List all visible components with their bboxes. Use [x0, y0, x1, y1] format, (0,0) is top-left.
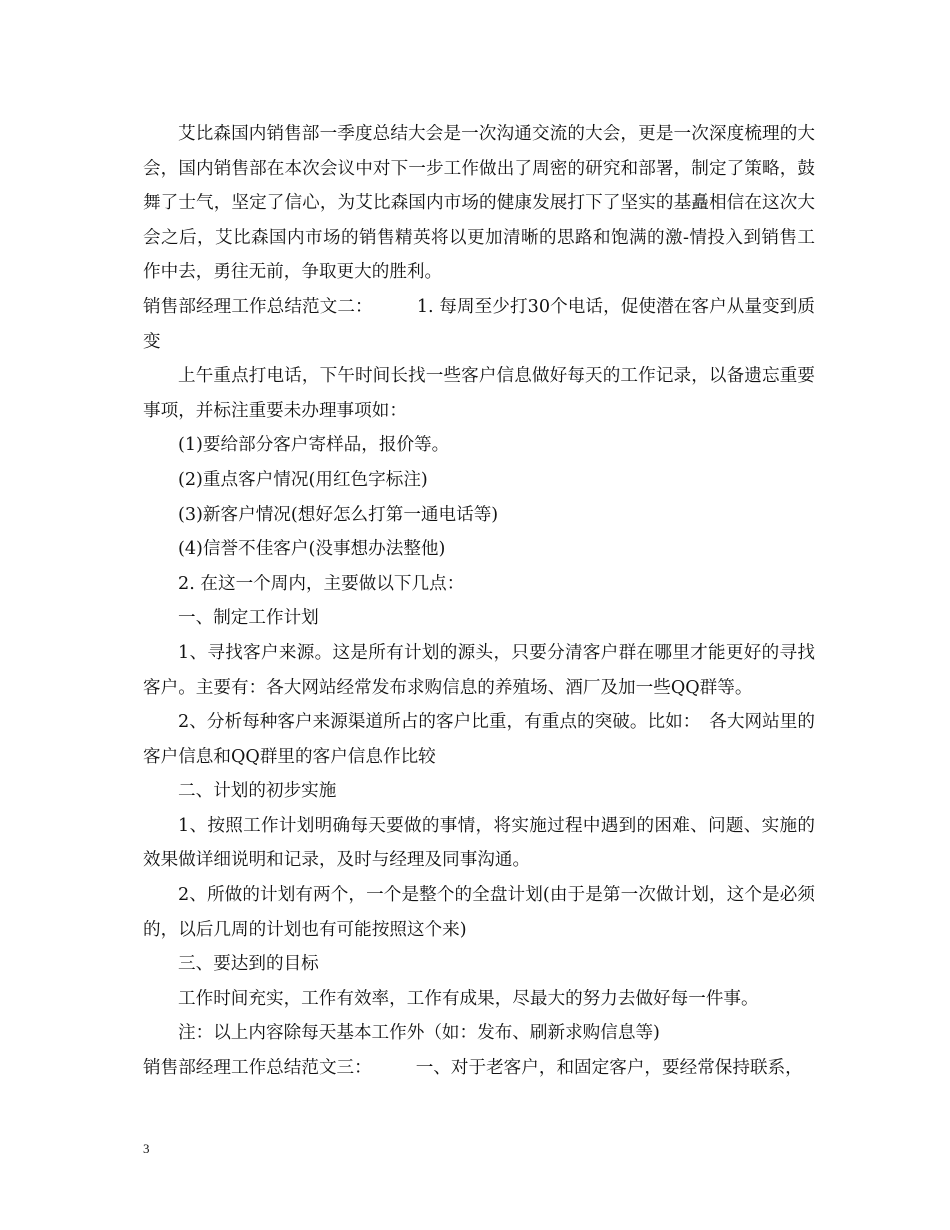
paragraph-daily-calls: 上午重点打电话，下午时间长找一些客户信息做好每天的工作记录，以备遗忘重要事项，并标注重要未办理事项如：	[143, 366, 815, 421]
page-number: 3	[143, 1141, 150, 1156]
paragraph-daily-tasks: 1、按照工作计划明确每天要做的事情，将实施过程中遇到的困难、问题、实施的效果做详细说明和记录，及时与经理及同事沟通。	[143, 815, 815, 871]
paragraph-weekly-points: 2. 在这一个周内，主要做以下几点：	[178, 573, 465, 594]
list-item-new-clients: (3)新客户情况(想好怎么打第一通电话等)	[178, 504, 499, 525]
list-item-poor-credit-clients: (4)信誉不佳客户(没事想办法整他)	[178, 539, 446, 560]
heading-make-plan: 一、制定工作计划	[178, 608, 319, 629]
heading-goals: 三、要达到的目标	[178, 954, 319, 975]
paragraph-goal-statement: 工作时间充实，工作有效率，工作有成果，尽最大的努力去做好每一件事。	[178, 988, 759, 1009]
paragraph-sample-two-heading: 销售部经理工作总结范文二： 1. 每周至少打30个电话，促使潜在客户从量变到质变	[143, 296, 815, 352]
paragraph-analyze-sources: 2、分析每种客户来源渠道所占的客户比重，有重点的突破。比如： 各大网站里的客户信息和QQ群里的客户信息作比较	[143, 712, 815, 767]
paragraph-two-plans: 2、所做的计划有两个，一个是整个的全盘计划(由于是第一次做计划，这个是必须的，以后几周的计划也有可能按照这个来)	[143, 885, 815, 940]
paragraph-find-client-sources: 1、寻找客户来源。这是所有计划的源头，只要分清客户群在哪里才能更好的寻找客户。主要有：各大网站经常发布求购信息的养殖场、酒厂及加一些QQ群等。	[143, 642, 815, 698]
list-item-send-samples: (1)要给部分客户寄样品，报价等。	[178, 435, 450, 456]
heading-initial-implementation: 二、计划的初步实施	[178, 781, 337, 802]
paragraph-note: 注：以上内容除每天基本工作外（如：发布、刷新求购信息等)	[178, 1023, 660, 1044]
paragraph-conference-summary: 艾比森国内销售部一季度总结大会是一次沟通交流的大会，更是一次深度梳理的大会，国内销售部在本次会议中对下一步工作做出了周密的研究和部署，制定了策略，鼓舞了士气，坚定了信心，为艾比森国内市场的健康发展打下了坚实的基矗相信在这次大会之后，艾比森国内市场的销售精英将以更加清晰的思路和饱满的激-情投入到销售工作中去，勇往无前，争取更大的胜利。	[143, 124, 815, 283]
paragraph-sample-three-heading: 销售部经理工作总结范文三： 一、对于老客户，和固定客户，要经常保持联系，	[143, 1058, 803, 1079]
list-item-key-clients: (2)重点客户情况(用红色字标注)	[178, 469, 428, 490]
document-body	[143, 117, 815, 1086]
